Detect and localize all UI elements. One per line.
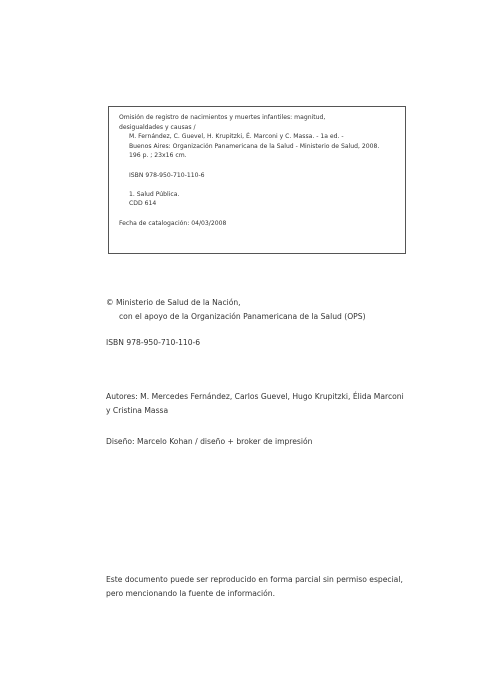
notice-line-1: Este documento puede ser reproducido en forma parcial sin permiso especial, bbox=[106, 575, 403, 584]
notice-line-2: pero mencionando la fuente de información. bbox=[106, 589, 276, 598]
catalog-authors: M. Fernández, C. Guevel, H. Krupitzki, É. Marconi y C. Massa. - 1a ed. - bbox=[129, 133, 344, 141]
isbn-text: ISBN 978-950-710-110-6 bbox=[106, 338, 201, 347]
cataloging-in-publication-box bbox=[108, 106, 406, 254]
reproduction-notice bbox=[106, 573, 403, 601]
authors-line-1: Autores: M. Mercedes Fernández, Carlos Guevel, Hugo Krupitzki, Élida Marconi bbox=[106, 392, 404, 401]
catalog-date: Fecha de catalogación: 04/03/2008 bbox=[119, 219, 227, 227]
catalog-isbn: ISBN 978-950-710-110-6 bbox=[129, 171, 205, 179]
catalog-title-line-2: desigualdades y causas / bbox=[119, 123, 196, 131]
design-block bbox=[106, 435, 312, 449]
catalog-publisher: Buenos Aires: Organización Panamericana de la Salud - Ministerio de Salud, 2008. bbox=[129, 142, 380, 150]
catalog-pages: 196 p. ; 23x16 cm. bbox=[129, 152, 187, 160]
catalog-title-line-1: Omisión de registro de nacimientos y muertes infantiles: magnitud, bbox=[119, 114, 326, 121]
catalog-subject: 1. Salud Pública. bbox=[129, 190, 180, 198]
catalog-cdd: CDD 614 bbox=[129, 200, 157, 208]
copyright-line-2: con el apoyo de la Organización Panamericana de la Salud (OPS) bbox=[119, 312, 366, 321]
design-credit: Diseño: Marcelo Kohan / diseño + broker de impresión bbox=[106, 437, 313, 446]
copyright-line-1: © Ministerio de Salud de la Nación, bbox=[106, 298, 241, 307]
copyright-block bbox=[106, 296, 366, 324]
authors-line-2: y Cristina Massa bbox=[106, 406, 169, 415]
credits-block bbox=[106, 390, 404, 418]
isbn-block bbox=[106, 336, 200, 350]
